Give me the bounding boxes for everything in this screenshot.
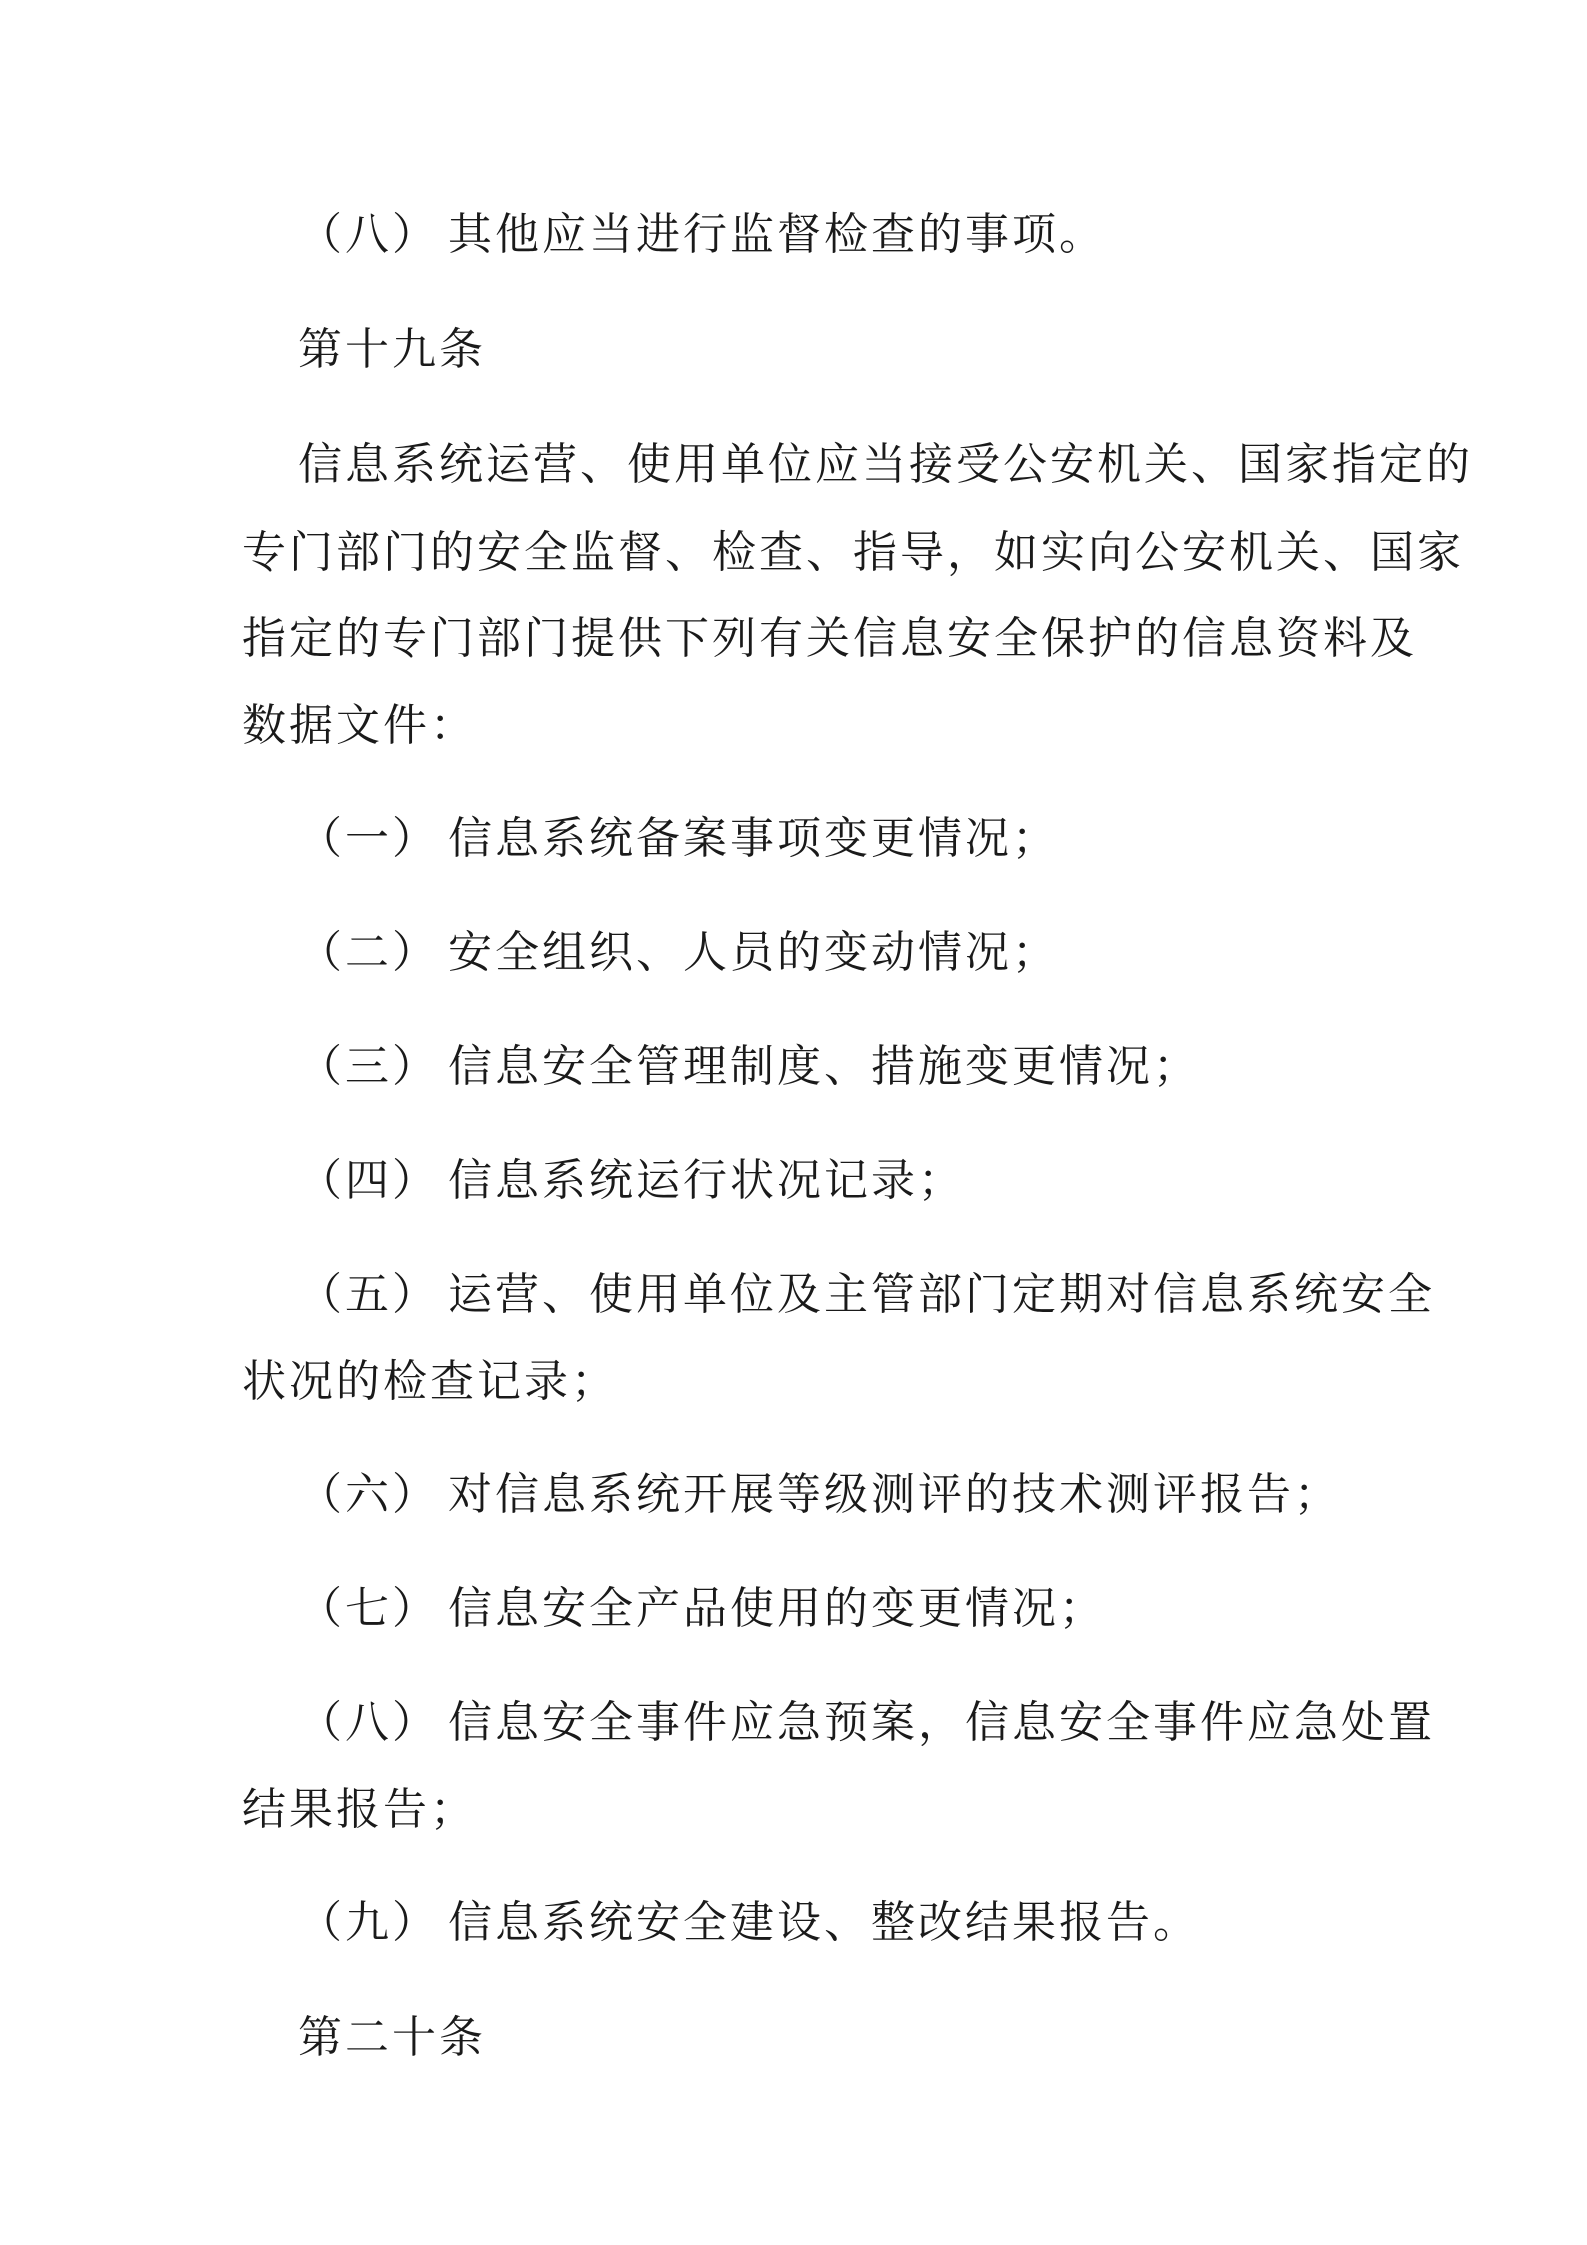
- list-marker: （六）: [298, 1469, 439, 1520]
- list-item: [298, 1581, 1106, 1637]
- list-item: [298, 811, 1059, 867]
- list-marker: （七）: [298, 1583, 439, 1634]
- list-item-text: 信息系统备案事项变更情况；: [448, 813, 1059, 864]
- list-item-continuation: 结果报告；: [242, 1784, 477, 1835]
- list-item: [298, 1153, 965, 1209]
- list-item: [298, 207, 1106, 263]
- list-item-continuation: 状况的检查记录；: [242, 1356, 618, 1407]
- list-item: [298, 1467, 1341, 1523]
- list-item-text: 信息安全事件应急预案，信息安全事件应急处置: [448, 1697, 1435, 1748]
- list-marker: （五）: [298, 1269, 439, 1320]
- list-item-text: 信息系统运行状况记录；: [448, 1155, 965, 1206]
- list-item-text: 信息安全管理制度、措施变更情况；: [448, 1041, 1200, 1092]
- article-heading: 第二十条: [298, 2012, 486, 2063]
- list-marker: （三）: [298, 1041, 439, 1092]
- list-item-text: 其他应当进行监督检查的事项。: [448, 209, 1106, 260]
- list-item: [298, 925, 1059, 981]
- list-item-text: 信息系统安全建设、整改结果报告。: [448, 1897, 1200, 1948]
- list-marker: （八）: [298, 1697, 439, 1748]
- list-item: [298, 1695, 1435, 1751]
- list-item-text: 信息安全产品使用的变更情况；: [448, 1583, 1106, 1634]
- paragraph-line: 信息系统运营、使用单位应当接受公安机关、国家指定的: [298, 439, 1473, 490]
- list-item: [298, 1267, 1435, 1323]
- list-marker: （一）: [298, 813, 439, 864]
- paragraph-line: 数据文件：: [242, 700, 477, 751]
- list-marker: （九）: [298, 1897, 439, 1948]
- list-item-text: 对信息系统开展等级测评的技术测评报告；: [448, 1469, 1341, 1520]
- list-marker: （二）: [298, 927, 439, 978]
- list-marker: （八）: [298, 209, 439, 260]
- list-marker: （四）: [298, 1155, 439, 1206]
- list-item: [298, 1039, 1200, 1095]
- list-item-text: 运营、使用单位及主管部门定期对信息系统安全: [448, 1269, 1435, 1320]
- list-item: [298, 1895, 1200, 1951]
- article-heading: 第十九条: [298, 324, 486, 375]
- paragraph-line: 指定的专门部门提供下列有关信息安全保护的信息资料及: [242, 613, 1417, 664]
- list-item-text: 安全组织、人员的变动情况；: [448, 927, 1059, 978]
- paragraph-line: 专门部门的安全监督、检查、指导，如实向公安机关、国家: [242, 527, 1464, 578]
